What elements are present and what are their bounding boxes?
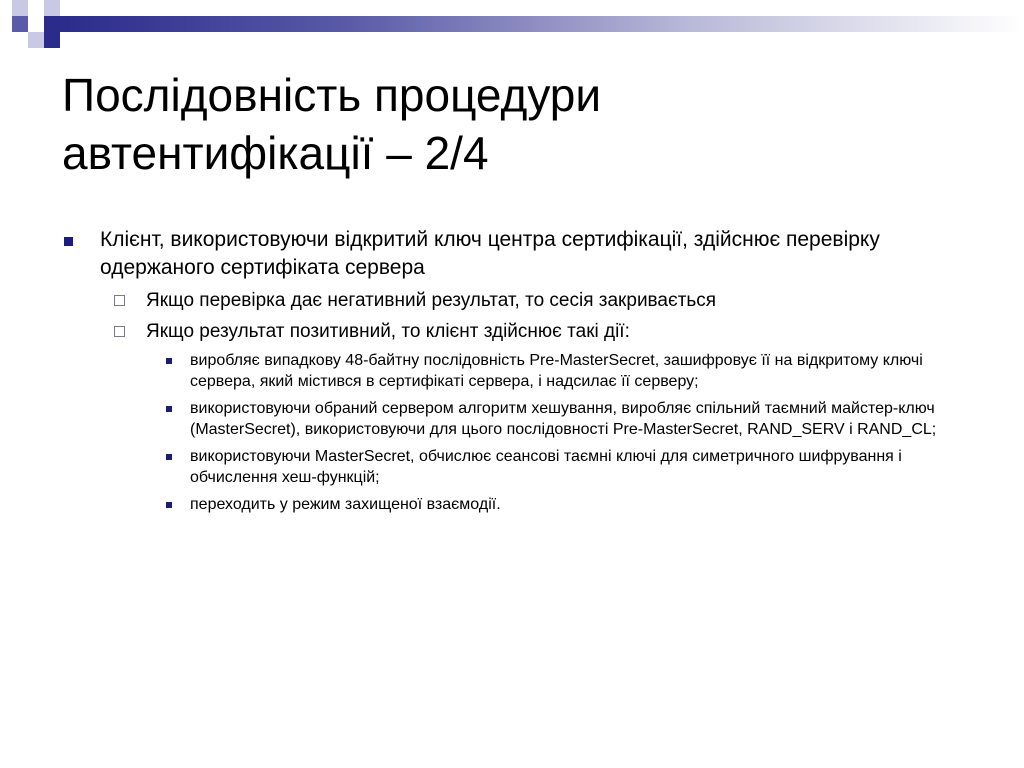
action-item-text: виробляє випадкову 48-байтну послідовність Pre-MasterSecret, зашифровує її на відкритому ключі сервера, який містився в сертифікаті сервера, і надсилає її серверу; xyxy=(190,352,923,390)
slide-title-line-2: автентифікації – 2/4 xyxy=(62,127,489,179)
decor-square xyxy=(28,16,44,32)
slide-title-line-1: Послідовність процедури xyxy=(62,69,602,121)
action-item-text: використовуючи MasterSecret, обчислює сеансові таємні ключі для симетричного шифрування і обчислення хеш-функцій; xyxy=(190,448,902,486)
action-item xyxy=(62,446,950,488)
action-item-text: переходить у режим захищеної взаємодії. xyxy=(190,496,501,513)
action-item xyxy=(62,494,950,515)
decor-square xyxy=(44,32,60,48)
square-bullet-icon xyxy=(64,237,73,246)
action-item-text: використовуючи обраний сервером алгоритм хешування, виробляє спільний таємний майстер-ключ (MasterSecret), використовуючи для цього послідовності Pre-MasterSecret, RAND_SERV і RAND_CL; xyxy=(190,400,937,438)
sub-bullet-point xyxy=(62,319,962,344)
hollow-square-bullet-icon xyxy=(114,295,125,306)
bullet-point xyxy=(62,226,962,282)
sub-bullet-text: Якщо результат позитивний, то клієнт здійснює такі дії: xyxy=(146,321,630,342)
decor-square xyxy=(44,16,60,32)
sub-bullet-text: Якщо перевірка дає негативний результат, то сесія закривається xyxy=(146,290,717,311)
decor-square xyxy=(12,16,28,32)
small-square-bullet-icon xyxy=(166,406,172,412)
action-item xyxy=(62,350,950,392)
slide-title xyxy=(62,66,962,182)
small-square-bullet-icon xyxy=(166,358,172,364)
small-square-bullet-icon xyxy=(166,454,172,460)
decor-square xyxy=(44,0,60,16)
header-gradient-band xyxy=(60,16,1024,32)
sub-bullet-point xyxy=(62,288,962,313)
hollow-square-bullet-icon xyxy=(114,326,125,337)
bullet-text: Клієнт, використовуючи відкритий ключ центра сертифікації, здійснює перевірку одержаного сертифіката сервера xyxy=(100,228,880,279)
decor-square xyxy=(12,0,28,16)
small-square-bullet-icon xyxy=(166,502,172,508)
slide-content xyxy=(62,226,962,521)
action-item xyxy=(62,398,950,440)
decor-square xyxy=(28,32,44,48)
